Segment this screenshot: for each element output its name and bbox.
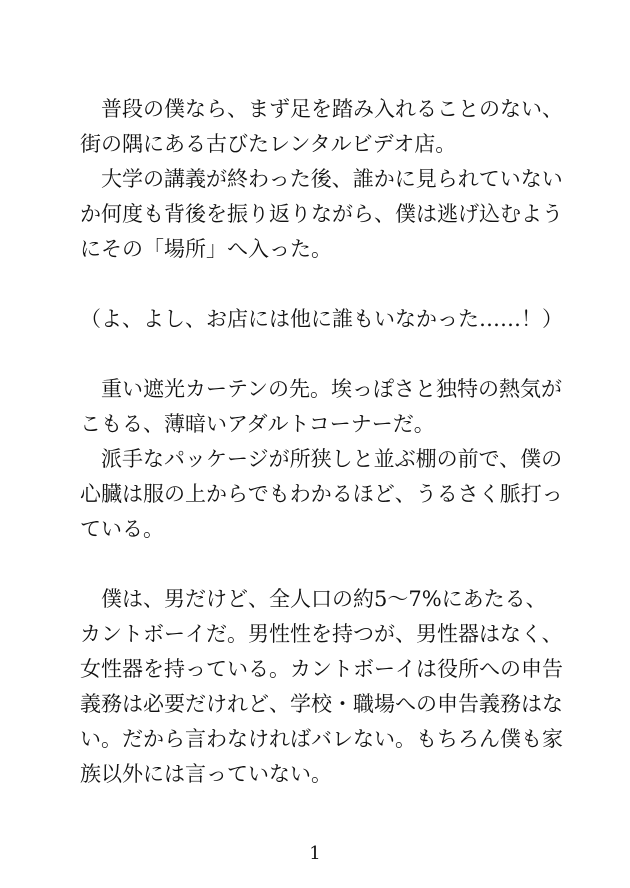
text-line: にその「場所」へ入った。: [80, 237, 332, 261]
body-text: [80, 92, 565, 792]
blank-line: [80, 337, 565, 372]
text-line: 族以外には言っていない。: [80, 762, 332, 786]
text-line: 派手なパッケージが所狭しと並ぶ棚の前で、僕の: [80, 447, 563, 471]
blank-line: [80, 547, 565, 582]
text-line: 普段の僕なら、まず足を踏み入れることのない、: [80, 97, 563, 121]
text-line: こもる、薄暗いアダルトコーナーだ。: [80, 412, 435, 436]
blank-line: [80, 267, 565, 302]
page-number: 1: [309, 843, 321, 864]
text-line: 女性器を持っている。カントボーイは役所への申告: [80, 657, 563, 681]
text-line: 大学の講義が終わった後、誰かに見られていない: [80, 167, 563, 191]
text-line: い。だから言わなければバレない。もちろん僕も家: [80, 727, 563, 751]
text-line: 僕は、男だけど、全人口の約5〜7%にあたる、: [80, 587, 547, 611]
text-line: 義務は必要だけれど、学校・職場への申告義務はな: [80, 692, 563, 716]
text-line: 心臓は服の上からでもわかるほど、うるさく脈打っ: [80, 482, 563, 506]
text-line: （よ、よし、お店には他に誰もいなかった……！）: [80, 307, 563, 331]
text-line: ている。: [80, 517, 164, 541]
text-line: 街の隅にある古びたレンタルビデオ店。: [80, 132, 457, 156]
text-line: か何度も背後を振り返りながら、僕は逃げ込むよう: [80, 202, 563, 226]
text-line: カントボーイだ。男性性を持つが、男性器はなく、: [80, 622, 563, 646]
text-line: 重い遮光カーテンの先。埃っぽさと独特の熱気が: [80, 377, 562, 401]
